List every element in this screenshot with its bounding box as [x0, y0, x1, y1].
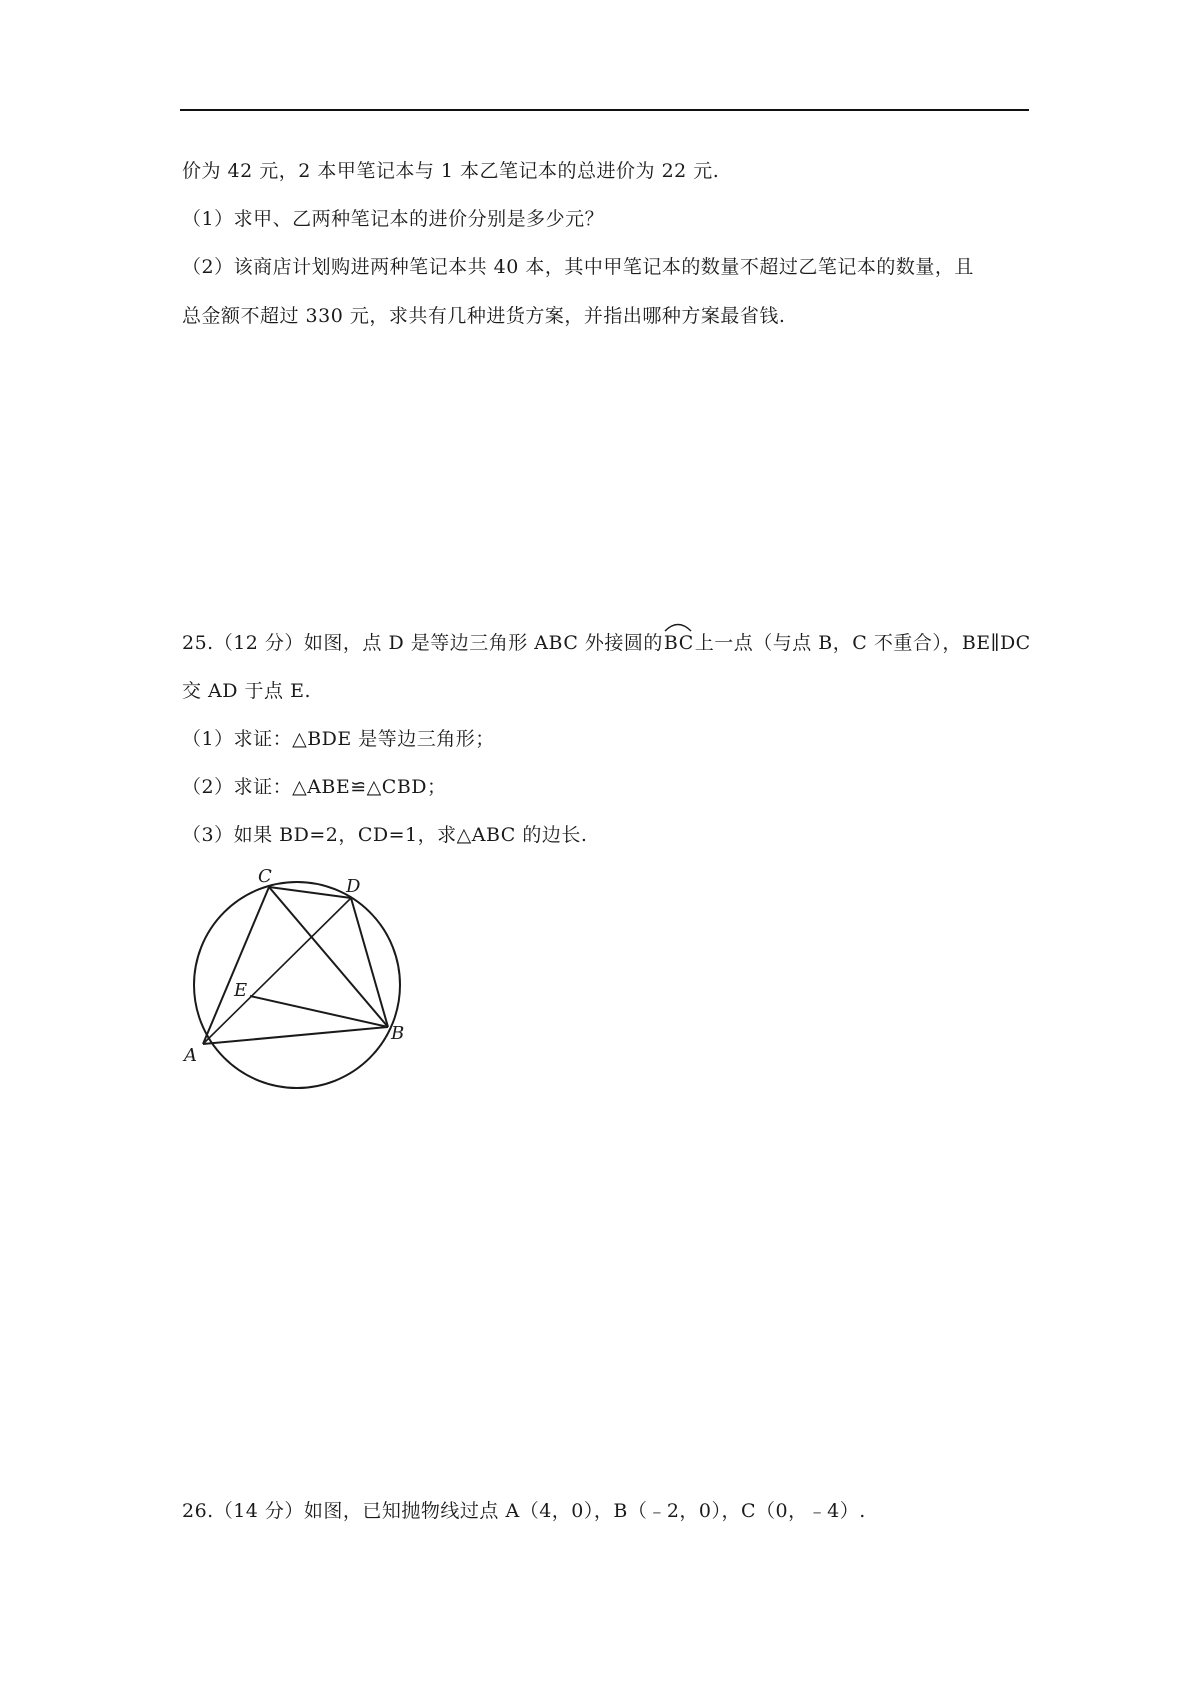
segment-cb [269, 887, 388, 1027]
segment-ac [203, 887, 269, 1044]
segment-cd [269, 887, 351, 898]
problem-24-continuation: 价为 42 元，2 本甲笔记本与 1 本乙笔记本的总进价为 22 元. [182, 160, 720, 182]
arc-symbol [663, 620, 693, 632]
problem-24-question-1: （1）求甲、乙两种笔记本的进价分别是多少元？ [182, 208, 605, 230]
problem-25-question-3: （3）如果 BD=2，CD=1，求△ABC 的边长. [182, 824, 588, 846]
arc-bc [664, 630, 694, 656]
label-c: C [258, 866, 272, 887]
circle-triangle-figure [180, 866, 410, 1098]
problem-25-question-1: （1）求证：△BDE 是等边三角形； [182, 728, 495, 750]
arc-label: BC [663, 632, 694, 654]
label-e: E [234, 980, 248, 1001]
segment-ad [203, 898, 351, 1044]
problem-24-question-2-line-1: （2）该商店计划购进两种笔记本共 40 本，其中甲笔记本的数量不超过乙笔记本的数量，且 [182, 256, 974, 278]
label-d: D [346, 876, 361, 897]
circumcircle [194, 882, 400, 1088]
problem-25-intro-line-2: 交 AD 于点 E. [182, 680, 311, 702]
problem-25-intro-line-1 [182, 630, 1031, 656]
segment-ab [203, 1027, 388, 1044]
problem-25-intro-after-arc: 上一点（与点 B，C 不重合），BE∥DC [694, 632, 1031, 654]
problem-24-question-2-line-2: 总金额不超过 330 元，求共有几种进货方案，并指出哪种方案最省钱. [182, 305, 786, 327]
segment-eb [250, 996, 388, 1027]
label-a: A [184, 1045, 197, 1066]
header-rule [180, 109, 1029, 111]
problem-26-intro: 26.（14 分）如图，已知抛物线过点 A（4，0），B（﹣2，0），C（0，﹣4）. [182, 1500, 866, 1522]
segment-db [351, 898, 388, 1027]
problem-25-intro-before-arc: 25.（12 分）如图，点 D 是等边三角形 ABC 外接圆的 [182, 632, 663, 654]
problem-25-question-2: （2）求证：△ABE≌△CBD； [182, 776, 447, 798]
label-b: B [391, 1023, 405, 1044]
